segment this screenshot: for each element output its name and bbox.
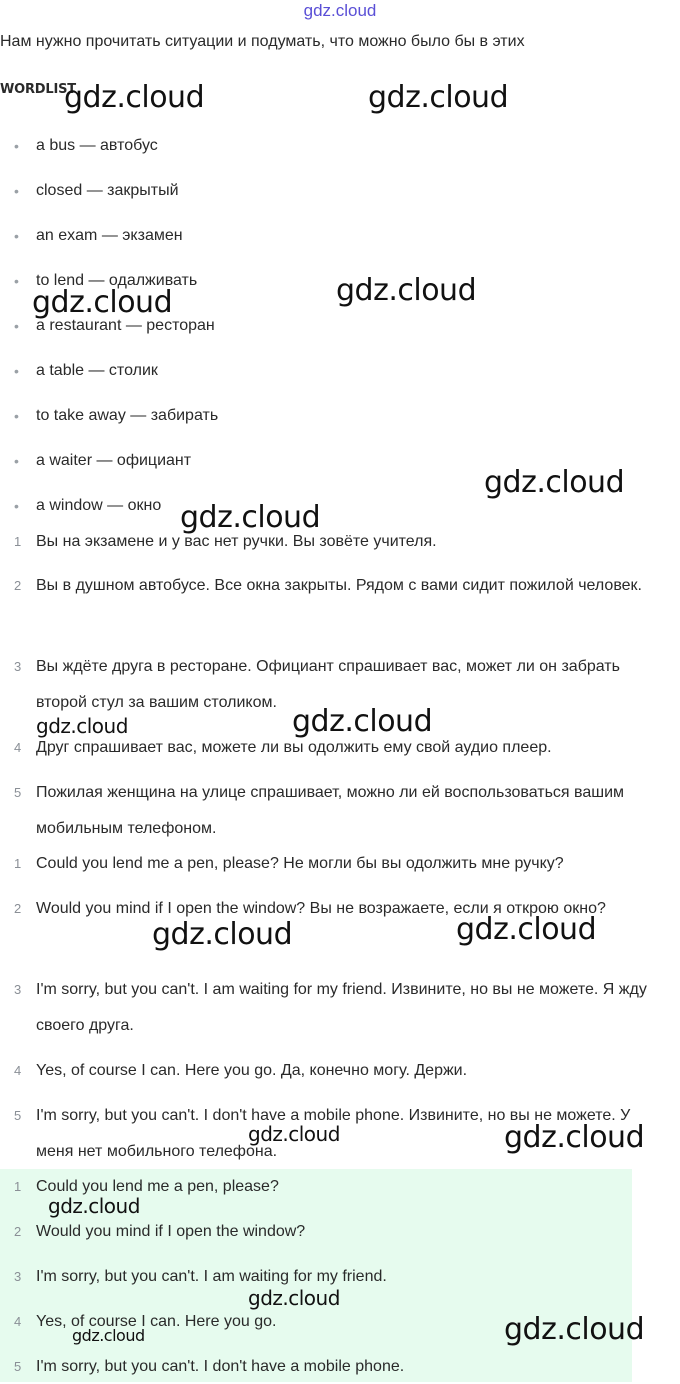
watermark: gdz.cloud: [180, 500, 321, 535]
bullet-icon: •: [14, 138, 19, 154]
bullet-icon: •: [14, 498, 19, 514]
watermark: gdz.cloud: [36, 714, 128, 738]
watermark: gdz.cloud: [248, 1122, 340, 1146]
bullet-icon: •: [14, 183, 19, 199]
watermark: gdz.cloud: [248, 1286, 340, 1310]
watermark: gdz.cloud: [504, 1312, 645, 1347]
bullet-icon: •: [14, 273, 19, 289]
wordlist-title: WORDLIST: [0, 82, 76, 97]
bullet-icon: •: [14, 363, 19, 379]
watermark: gdz.cloud: [72, 1326, 145, 1345]
bullet-icon: •: [14, 408, 19, 424]
watermark: gdz.cloud: [48, 1194, 140, 1218]
watermark: gdz.cloud: [152, 917, 293, 952]
header-watermark: gdz.cloud: [303, 1, 377, 20]
watermark: gdz.cloud: [456, 912, 597, 947]
bullet-icon: •: [14, 228, 19, 244]
bullet-icon: •: [14, 318, 19, 334]
watermark: gdz.cloud: [64, 80, 205, 115]
watermark: gdz.cloud: [504, 1120, 645, 1155]
watermark: gdz.cloud: [32, 285, 173, 320]
intro-text: Нам нужно прочитать ситуации и подумать, что можно было бы в этих: [0, 33, 525, 50]
bullet-icon: •: [14, 453, 19, 469]
watermark: gdz.cloud: [368, 80, 509, 115]
watermark: gdz.cloud: [336, 273, 477, 308]
watermark: gdz.cloud: [292, 704, 433, 739]
watermark: gdz.cloud: [484, 465, 625, 500]
